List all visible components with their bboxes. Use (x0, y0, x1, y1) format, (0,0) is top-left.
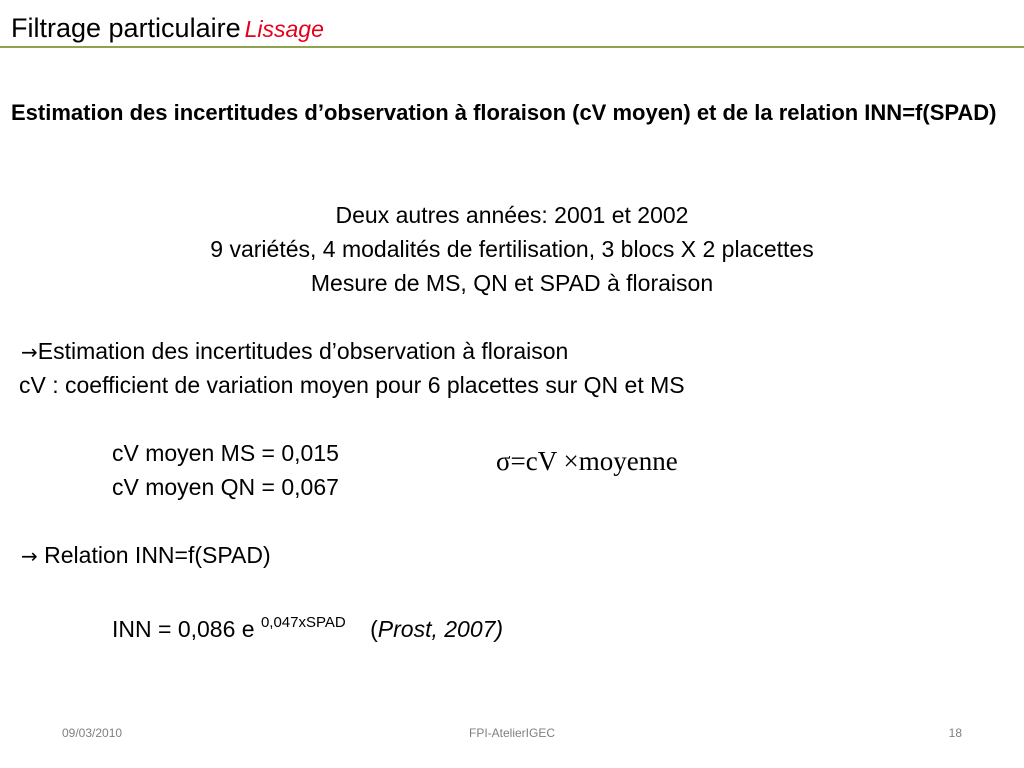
cv-ms-value: cV moyen MS = 0,015 (112, 440, 339, 466)
footer-page-number: 18 (948, 726, 962, 740)
section-heading: Estimation des incertitudes d’observation à floraison (cV moyen) et de la relation INN=f(SPAD) (11, 100, 997, 125)
cv-definition: cV : coefficient de variation moyen pour 6 placettes sur QN et MS (19, 372, 685, 398)
section2-title (21, 538, 271, 573)
info-line-years: Deux autres années: 2001 et 2002 (335, 202, 689, 228)
inn-equation-exponent: 0,047xSPAD (260, 614, 346, 631)
section1-title-text: Estimation des incertitudes d’observation à floraison (37, 338, 569, 364)
arrow-right-icon: → (21, 544, 38, 568)
section2-title-text: Relation INN=f(SPAD) (44, 542, 271, 568)
inn-equation-base: INN = 0,086 e (112, 616, 255, 642)
inn-equation (112, 606, 503, 646)
citation: Prost, 2007) (377, 616, 504, 642)
title-divider (0, 46, 1024, 48)
sigma-formula: σ=cV ×moyenne (496, 446, 678, 476)
cv-qn-value: cV moyen QN = 0,067 (112, 474, 339, 500)
slide-title-sub: Lissage (244, 16, 324, 42)
footer-date: 09/03/2010 (62, 726, 123, 740)
slide-title-main: Filtrage particulaire (11, 13, 241, 43)
slide-title (11, 11, 324, 46)
section1-title (21, 334, 568, 369)
info-line-measures: Mesure de MS, QN et SPAD à floraison (310, 270, 714, 296)
arrow-right-icon: → (21, 340, 38, 364)
info-line-varieties: 9 variétés, 4 modalités de fertilisation, 3 blocs X 2 placettes (210, 236, 814, 262)
citation-open-paren: ( (370, 616, 378, 642)
footer-center: FPI-AtelierIGEC (468, 726, 555, 740)
